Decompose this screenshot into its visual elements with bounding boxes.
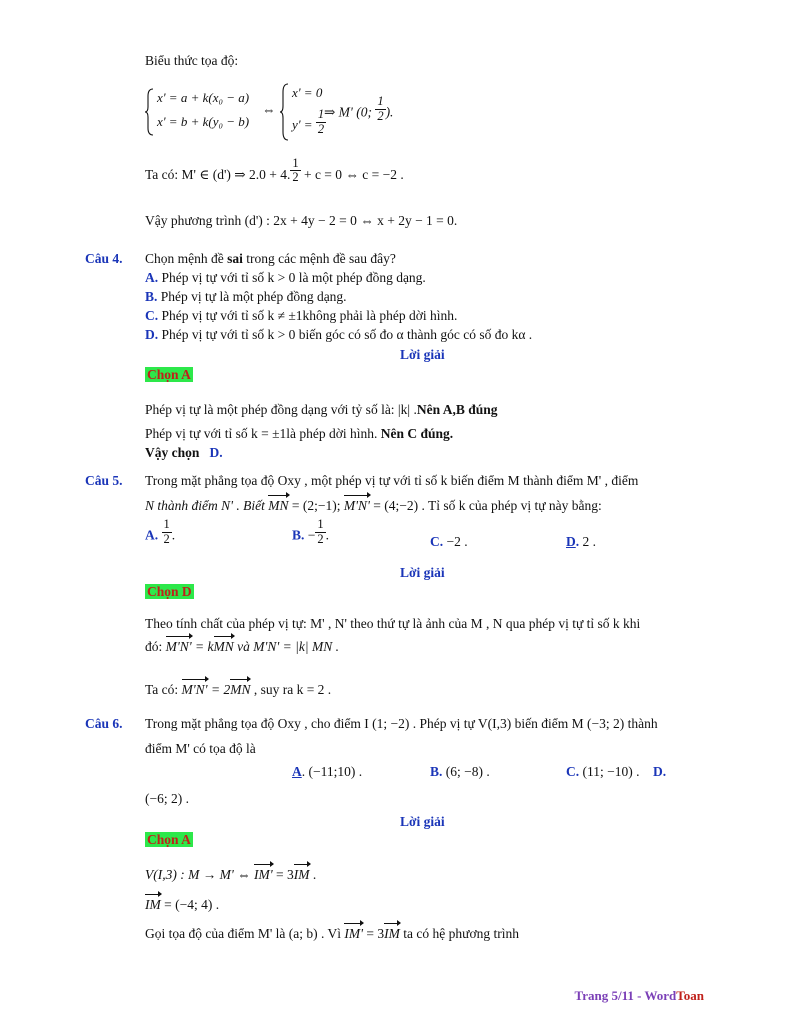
q5-option-c[interactable]: C. −2 .: [430, 534, 468, 549]
sys2-line2: y' = $\frac{1}{2}$: [292, 107, 325, 136]
question-5-stem-1: Trong mặt phẳng tọa độ Oxy , một phép vị tự với tỉ số k biến điểm M thành điểm M' , điểm: [145, 473, 639, 488]
q6-option-c[interactable]: C. (11; −10) .: [566, 764, 640, 779]
q4-option-d[interactable]: D. Phép vị tự với tỉ số k > 0 biến góc có số đo α thành góc có số đo kα .: [145, 327, 533, 342]
question-5-stem-2: N thành điểm N' . Biết MN = (2;−1); M'N' = (4;−2) . Tỉ số k của phép vị tự này bằng:: [145, 498, 602, 513]
sys1-line1: x' = a + k(x₀ − a): [157, 90, 250, 105]
q5-option-b[interactable]: B. − $\frac{1}{2}$ .: [292, 517, 330, 546]
q4-explanation-2: Phép vị tự với tỉ số k = ±1là phép dời hình. Nên C đúng.: [145, 426, 454, 441]
q6-option-a[interactable]: A. (−11;10) .: [292, 764, 363, 779]
q4-explanation-1: Phép vị tự là một phép đồng dạng với tỷ số là: |k| .Nên A,B đúng: [145, 402, 498, 417]
vay-line: Vậy phương trình (d') : 2x + 4y − 2 = 0 ⇔ x + 2y − 1 = 0.: [145, 213, 458, 228]
question-6-stem-2: điểm M' có tọa độ là: [145, 741, 256, 756]
question-4-label: Câu 4.: [85, 251, 123, 266]
sys2-line1: x' = 0: [292, 85, 323, 100]
q5-explanation-1: Theo tính chất của phép vị tự: M' , N' theo thứ tự là ảnh của M , N qua phép vị tự tỉ số k khi: [145, 616, 641, 631]
q6-solution-line-1: V(I,3) : M → M' ⇔ IM' = 3IM .: [145, 867, 317, 882]
ta-co-line: Ta có: M' ∈ (d') ⇒ 2.0 + 4. $\frac{1}{2}$ + c = 0 ⇔ c = −2 .: [145, 155, 404, 185]
q4-option-c[interactable]: C. Phép vị tự với tỉ số k ≠ ±1không phải là phép dời hình.: [145, 308, 458, 323]
question-6-label: Câu 6.: [85, 716, 123, 731]
q5-chosen-answer: Chọn D: [147, 584, 192, 599]
q6-option-d-label[interactable]: D.: [653, 764, 667, 779]
q4-chosen-answer: Chọn A: [147, 367, 191, 382]
q6-solution-line-3: Gọi tọa độ của điểm M' là (a; b) . Vì IM' = 3IM ta có hệ phương trình: [145, 926, 519, 941]
q6-chosen-answer: Chọn A: [147, 832, 191, 847]
q5-solution-title: Lời giải: [400, 565, 445, 580]
q6-solution-title: Lời giải: [400, 814, 445, 829]
q4-option-b[interactable]: B. Phép vị tự là một phép đồng dạng.: [145, 289, 347, 304]
question-5-label: Câu 5.: [85, 473, 123, 488]
sys1-line2: x' = b + k(y₀ − b): [157, 114, 250, 129]
coordinate-system-1: [145, 88, 265, 138]
intro-heading: Biểu thức tọa độ:: [145, 53, 239, 68]
q4-solution-title: Lời giải: [400, 347, 445, 362]
q5-explanation-3: Ta có: M'N' = 2MN , suy ra k = 2 .: [145, 682, 332, 697]
q4-option-a[interactable]: A. Phép vị tự với tỉ số k > 0 là một phép đồng dạng.: [145, 270, 426, 285]
q5-option-a[interactable]: A. $\frac{1}{2}$ .: [145, 517, 176, 546]
q6-option-b[interactable]: B. (6; −8) .: [430, 764, 490, 779]
q6-solution-line-2: IM = (−4; 4) .: [145, 897, 220, 912]
left-brace-icon: [280, 83, 290, 141]
iff-symbol: ⇔: [262, 102, 276, 117]
q6-option-d-value: (−6; 2) .: [145, 791, 189, 806]
left-brace-icon: [145, 88, 155, 136]
question-4-stem: Chọn mệnh đề sai trong các mệnh đề sau đây?: [145, 251, 396, 266]
q5-option-d[interactable]: D. 2 .: [566, 534, 596, 549]
question-6-stem-1: Trong mặt phẳng tọa độ Oxy , cho điểm I (1; −2) . Phép vị tự V(I,3) biến điểm M (−3; 2) thành: [145, 716, 658, 731]
q5-explanation-2: đó: M'N' = kMN và M'N' = |k| MN .: [145, 639, 339, 654]
implied-point: ⇒ M' (0; $\frac{1}{2}$ ).: [324, 94, 394, 123]
page-footer: Trang 5/11 - WordToan: [574, 988, 704, 1003]
q4-conclusion: Vậy chọn D.: [145, 445, 223, 460]
